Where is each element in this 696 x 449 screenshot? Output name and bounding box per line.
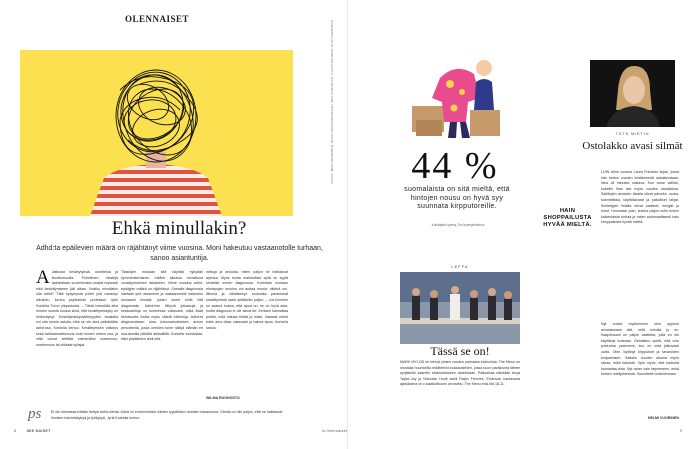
film-section-label: LEFFA — [451, 264, 469, 269]
film-text: MARK MYLOD on tehnyt yhden vuoden parhaista elokuvista. The Menu on mustalla huumorilla leikittelevä kokkaustrilleri, jossa nuori pariskunta lähtee syrjäiselle saarelle eksklusiiviseen ravintolaan. Pääosissa nähdään Anya Taylor-Joy ja Nicholas Hoult sekä Ralph Fiennes. Elokuvan kantavana ajatuksena on ruokakulttuurin arvostelu. The Menu ensi-ilta 18.11. — [400, 360, 520, 387]
article-title: Ehkä minullakin? — [111, 218, 247, 239]
portrait-photo — [590, 60, 675, 127]
article-column-2-text: Tilastojen mukaan sitä käyttää nykyään kymmenkertainen määrä aikuisia verrattuna vuosikymmenen takaiseen. Viime vuosina adhd-epäilyjen määrä on räjähtänyt. Samalla diagnoosia haetaan yhä useammin ja vastaanotoille hakeutuu runsaasti ihmisiä, joiden oireet eivät riitä diagnoosiin. Adhd:hen liittyviä julkaisuja ja keskusteluja on someessa valtavasti, mikä lisää tietoisuutta mutta myös vääriä tulkintoja. Adhd:ta diagnosoidaan aina kokonaisvaltaisen arvion perusteella, jossa oireiden tulee näkyä elämän eri osa-alueilla pitkällä aikavälillä. Korkeila muistuttaa, ettei yksittäinen testi riitä. — [121, 270, 203, 342]
column-text-1: LUIN viime vuonna Laura Frimanin kirjan, jossa hän kertoo vuoden kestäneestä ostolakostaan. Idea oli minusta loistava. Kun vuosi vaihtui, kokeilin ihan itse myös vuoden ostolakkoa. Sallittujen asioiden listalla olivat palvelut, ruoka, kosmetiikka, käyttötavarat ja pakolliset lahjat. Kiellettyjen listalla olivat vaatteet, kengät ja korut. Huomasin pian, kuinka paljon ostin ennen kaikenlaista turhaa ja miten automaattisesti hain shoppailusta hyvää mieltä. — [601, 170, 679, 225]
thrift-shopping-illustration — [410, 58, 502, 140]
film-still-image — [400, 272, 520, 344]
hero-illustration — [20, 50, 293, 216]
article-footnote: Ei ole olemassa mitään tiettyä adhd-oireita. Adhd on ennemminkin näiden tyypillisten oireiden kasautuma. Oireita on niin paljon, että ne haittaavat ihmisen toimintakykyä ja työkykyä, Jyrki Korkeila kertoo. — [51, 410, 283, 420]
column-title: Ostolakko avasi silmät — [582, 140, 683, 152]
ps-mark: ps — [28, 406, 42, 422]
article-column-2 — [121, 270, 203, 404]
article-author: WILMA RUOHOSTO — [206, 396, 240, 400]
page-number-right: 9 — [680, 429, 683, 433]
scribble-head-illustration — [20, 50, 293, 216]
article-column-1-text: Jatkuvia keskeytyksiä, unohtelua ja levottomuutta. Puhelimen viestejä tarkistetaan suurimmaksi osaksi nopeasti eikä keskittymiseen jää aikaa. Voisiko minullakin olla adhd? Tätä kysymystä pohtii yhä useampi aikuinen, kertoo psykiatrian professori Jyrki Korkeila Turun yliopistosta. – Tästä herkeilää aika monen suunta kuulua siinä, että keskittymiskyky on heikentynyt. Keskittymiskyvyttömyyden taustalla voi olla monia asioita, eikä se ole aina pelkästään adhd:ssa, Korkeila kertoo. Keskittymisen vaikeus sekä tarkkaamattomuus ovat monen oireen osa, ja niitä voivat selittää esimerkiksi masennus, unettomuus tai vilkkaat työajat. — [36, 270, 118, 347]
page-number-left: 8 — [14, 429, 17, 433]
statistic-text: suomalaista on sitä mieltä, että hintojen nousu on hyvä syy suunnata kirpputoreille. — [404, 186, 510, 211]
article-column-3 — [206, 270, 288, 396]
section-heading: OLENNAISET — [125, 14, 190, 24]
article-column-3-text: nettuja ja arvioida, miten paljon ne haittaavat arjessa. Myös muita mahdollisia syitä on syytä selvittää ennen diagnoosia. Korkeilan mukaan elintapojen muutos voi auttaa monia: riittävä uni, liikunta ja vähäisempi ruutuaika parantavat keskittymistä usein yllättävän paljon. – Jos ihminen on saanut kokea, että apua on, se on hyvä asia, mutta diagnoosi ei ole ainoa tie. Ihmisen kannattaa pohtia, mitä haluaa tietää ja miksi. Vakavat oireet tulee aina ottaa vakavasti ja hakea apua, Korkeila sanoo. — [206, 270, 288, 330]
drop-cap: A — [36, 270, 50, 288]
page-gutter — [347, 0, 348, 449]
column-label: TÄTÄ MIETIN — [615, 131, 650, 136]
column-text-2: Nyt vuotta myöhemmin olen oppinut arvostamaan sitä, mitä minulla jo on. Kaapeissani on paljon vaatteita, joita en ole käyttänyt koskaan. Ostolakko opetti, että voin pukeutua paremmin, kun en osta jatkuvasti uutta. Olen löytänyt kirpputorit ja tavaroiden korjaamisen. Säästin vuoden aikana myös rahaa, mikä ilahdutti. Opin myös, että harkinta kannattaa aina. Nyt ostan vain tarpeeseen, enkä hetken mielijohteesta. Suosittelen kokeilemaan. — [601, 322, 679, 377]
photo-credits: KUVAT: MIRA KOSKINEN, NOAH DEAN/UNSPLASH, MIIA SUOPELTO, ILLUSTRATIONS: SHUTTERSTOCK — [330, 20, 334, 184]
article-column-1 — [36, 270, 118, 404]
magazine-name: MIE NAISET — [27, 429, 51, 433]
statistic-value: 44 % — [411, 145, 499, 187]
pull-quote: HAIN SHOPPAILUSTA HYVÄÄ MIELTÄ. — [543, 208, 592, 228]
author-portrait — [590, 60, 675, 127]
restaurant-scene — [400, 272, 520, 344]
column-signature: HELMI VUORINEN — [647, 416, 679, 420]
article-subtitle: Adhd:ta epäilevien määrä on räjähtänyt viime vuosina. Moni hakeutuu vastaanotolle turhaan, sanoo asiantuntija. — [36, 245, 323, 262]
statistic-source: Kuluttajien kysely, Tori kyselytutkimus — [431, 223, 485, 227]
film-title: Tässä se on! — [430, 344, 490, 358]
website: is.fi/menaiset — [322, 429, 348, 433]
